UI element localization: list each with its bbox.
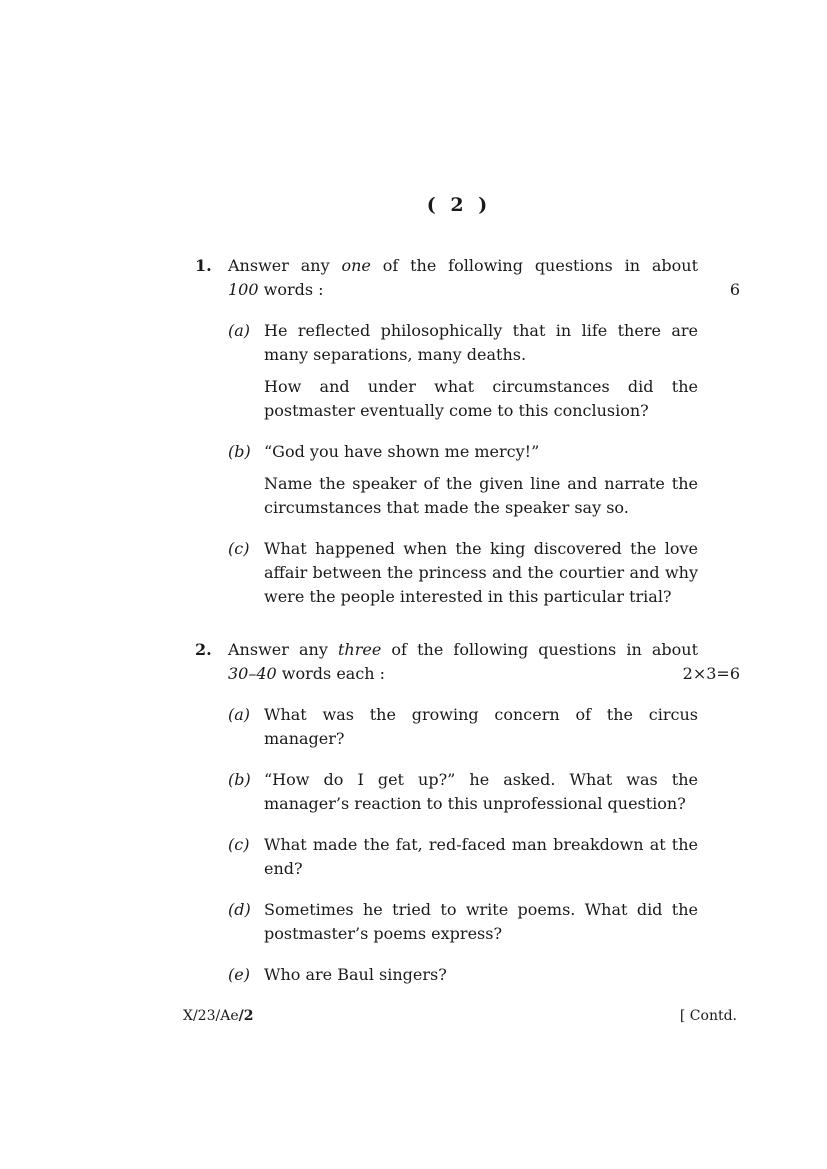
- question-2: [195, 638, 740, 987]
- sub-question-b: [228, 768, 740, 816]
- sub-question-label: (b): [228, 770, 251, 789]
- sub-question-text: What made the fat, red-faced man breakdown at the end?: [264, 835, 698, 878]
- sub-question-text: “How do I get up?” he asked. What was the manager’s reaction to this unprofessional question?: [264, 770, 698, 813]
- question-instruction: Answer any three of the following questions in about 30–40 words each :: [228, 640, 698, 683]
- question-marks: 6: [729, 280, 740, 299]
- sub-question-text: Who are Baul singers?: [264, 965, 447, 984]
- sub-question-text: Sometimes he tried to write poems. What did the postmaster’s poems express?: [264, 900, 698, 943]
- sub-question-text: How and under what circumstances did the postmaster eventually come to this conclusion?: [264, 377, 698, 420]
- sub-question-text: What was the growing concern of the circus manager?: [264, 705, 698, 748]
- question-number: 2.: [195, 640, 212, 659]
- sub-question-a: [228, 703, 740, 751]
- sub-question-d: [228, 898, 740, 946]
- question-instruction: Answer any one of the following questions in about 100 words :: [228, 256, 699, 299]
- sub-question-label: (b): [228, 442, 251, 461]
- sub-question-c: [228, 537, 740, 609]
- sub-question-a: [228, 319, 740, 423]
- sub-question-text: Name the speaker of the given line and narrate the circumstances that made the speaker say so.: [264, 474, 698, 517]
- sub-question-text: He reflected philosophically that in life there are many separations, many deaths.: [264, 321, 698, 364]
- sub-question-b: [228, 440, 740, 520]
- sub-question-text: “God you have shown me mercy!”: [264, 442, 540, 461]
- sub-question-label: (d): [228, 900, 251, 919]
- sub-question-label: (e): [228, 965, 250, 984]
- sub-question-e: [228, 963, 740, 987]
- sub-question-text: What happened when the king discovered the love affair between the princess and the courtier and why were the people interested in this particular trial?: [264, 539, 698, 606]
- continued-note: [ Contd.: [679, 1008, 737, 1024]
- sub-question-label: (a): [228, 705, 251, 724]
- sub-question-label: (c): [228, 539, 250, 558]
- question-number: 1.: [195, 256, 212, 275]
- question-1: [195, 254, 740, 609]
- page-number: ( 2 ): [426, 194, 492, 216]
- sub-question-label: (c): [228, 835, 250, 854]
- sub-question-label: (a): [228, 321, 251, 340]
- paper-code: X/23/Ae/2: [183, 1008, 254, 1024]
- sub-question-c: [228, 833, 740, 881]
- question-marks: 2×3=6: [682, 664, 740, 683]
